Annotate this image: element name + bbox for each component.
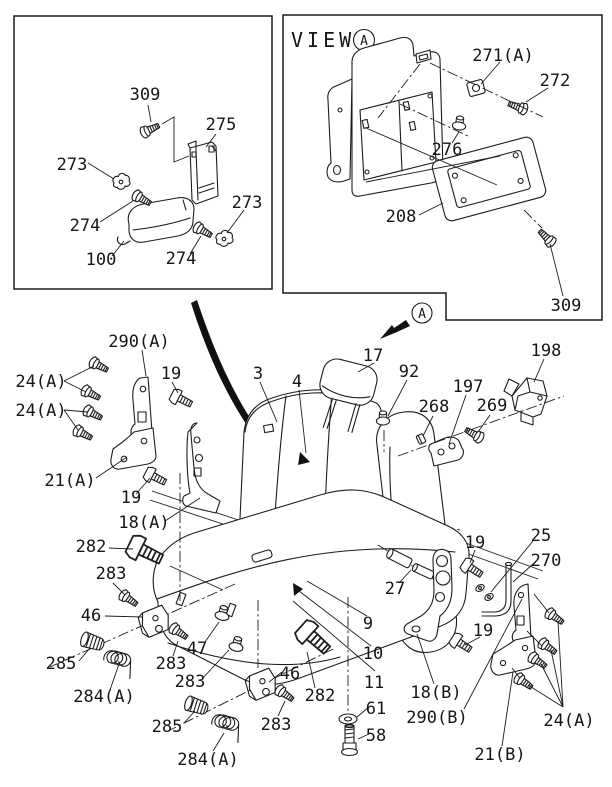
bolt-24a-4: [71, 424, 94, 444]
callout-274-right: 274: [165, 249, 197, 269]
callout-271a: 271(A): [472, 46, 534, 66]
callout-24a-3: 24(A): [543, 711, 595, 731]
bolt-58: [342, 724, 358, 755]
roller-285-1: [79, 631, 106, 652]
callout-282-2: 282: [304, 686, 336, 706]
callout-19-2: 19: [120, 488, 142, 508]
callout-284a-1: 284(A): [73, 687, 135, 707]
callout-269: 269: [476, 396, 508, 416]
callout-24a-2: 24(A): [15, 401, 67, 421]
view-word: VIEW: [291, 28, 356, 52]
screw-283-1: [117, 588, 140, 609]
marker-a-letter: A: [418, 307, 426, 322]
callout-268: 268: [418, 397, 450, 417]
view-direction-marker: [380, 303, 432, 339]
callout-309-view: 309: [550, 296, 582, 316]
callout-208: 208: [385, 207, 417, 227]
bracket-290a: [131, 377, 152, 437]
callout-11: 11: [363, 673, 385, 693]
callout-275: 275: [205, 115, 237, 135]
clips-25: [475, 583, 495, 602]
seatback-rear-panel: [327, 37, 443, 196]
inset-armrest-border: [14, 16, 272, 289]
callout-273-left: 273: [56, 155, 88, 175]
bolt-24a-6: [536, 636, 559, 657]
bolt-24a-3: [81, 404, 104, 424]
callout-270: 270: [530, 551, 562, 571]
callout-9: 9: [362, 614, 374, 634]
spring-284a-2: [209, 709, 248, 743]
callout-283-1: 283: [95, 564, 127, 584]
callout-10: 10: [362, 644, 384, 664]
striker-bracket-198: [504, 378, 547, 425]
inset-armrest: [14, 16, 272, 289]
callout-17: 17: [362, 346, 384, 366]
callout-285-1: 285: [45, 654, 77, 674]
bolt-19-1: [168, 388, 194, 411]
callout-4: 4: [291, 372, 303, 392]
callout-284a-2: 284(A): [177, 750, 239, 770]
callout-285-2: 285: [151, 717, 183, 737]
bolt-274-right: [191, 220, 214, 240]
view-marker-letter: A: [360, 34, 368, 49]
roller-285-2: [183, 695, 210, 716]
main-assembly: [15, 300, 594, 770]
bolt-24a-8: [512, 671, 535, 692]
callout-100: 100: [85, 250, 117, 270]
spring-284a-1: [101, 645, 140, 679]
callout-282-1: 282: [75, 537, 107, 557]
callout-197: 197: [452, 377, 484, 397]
callout-272: 272: [539, 71, 571, 91]
callout-283-3: 283: [174, 672, 206, 692]
callout-19-1: 19: [160, 364, 182, 384]
bolt-24a-1: [87, 356, 110, 376]
leader-309-zigzag: [162, 117, 189, 162]
callout-47: 47: [186, 639, 208, 659]
callout-3: 3: [252, 364, 264, 384]
clip-273-left: [111, 172, 131, 191]
washer-61: [339, 714, 357, 724]
callout-276: 276: [431, 140, 463, 160]
callout-283-4: 283: [260, 715, 292, 735]
callout-46-2: 46: [279, 664, 301, 684]
callout-46-1: 46: [80, 606, 102, 626]
callout-18a: 18(A): [118, 513, 170, 533]
screw-272: [507, 98, 530, 116]
callout-58: 58: [365, 726, 387, 746]
callout-290a: 290(A): [108, 332, 170, 352]
bolt-19-2: [142, 466, 168, 489]
callout-61: 61: [365, 699, 387, 719]
armrest-100: [117, 198, 194, 245]
screw-309-inset: [138, 120, 161, 139]
rod-270: [482, 562, 512, 616]
callout-274-left: 274: [69, 216, 101, 236]
callout-198: 198: [530, 341, 562, 361]
inset-view-a: [283, 15, 602, 320]
callout-21b: 21(B): [474, 745, 526, 765]
view-direction-arrow: [380, 320, 410, 339]
armrest-bracket-275: [188, 141, 218, 204]
callout-273-right: 273: [231, 193, 263, 213]
callout-21a: 21(A): [44, 471, 96, 491]
callout-92: 92: [398, 362, 420, 382]
hinge-bracket-18a: [183, 423, 220, 513]
callout-290b: 290(B): [406, 708, 468, 728]
callout-18b: 18(B): [410, 683, 462, 703]
screw-269: [463, 424, 486, 444]
callout-27: 27: [384, 579, 406, 599]
bolt-24a-2: [79, 384, 102, 404]
callout-24a-1: 24(A): [15, 372, 67, 392]
callout-309-inset: 309: [129, 85, 161, 105]
clip-273-right: [214, 229, 234, 248]
callout-25: 25: [530, 526, 552, 546]
callout-283-2: 283: [155, 654, 187, 674]
callout-19-4: 19: [472, 621, 494, 641]
callout-19-3: 19: [464, 533, 486, 553]
nut-276: [452, 115, 467, 131]
screw-309-view: [536, 227, 558, 249]
